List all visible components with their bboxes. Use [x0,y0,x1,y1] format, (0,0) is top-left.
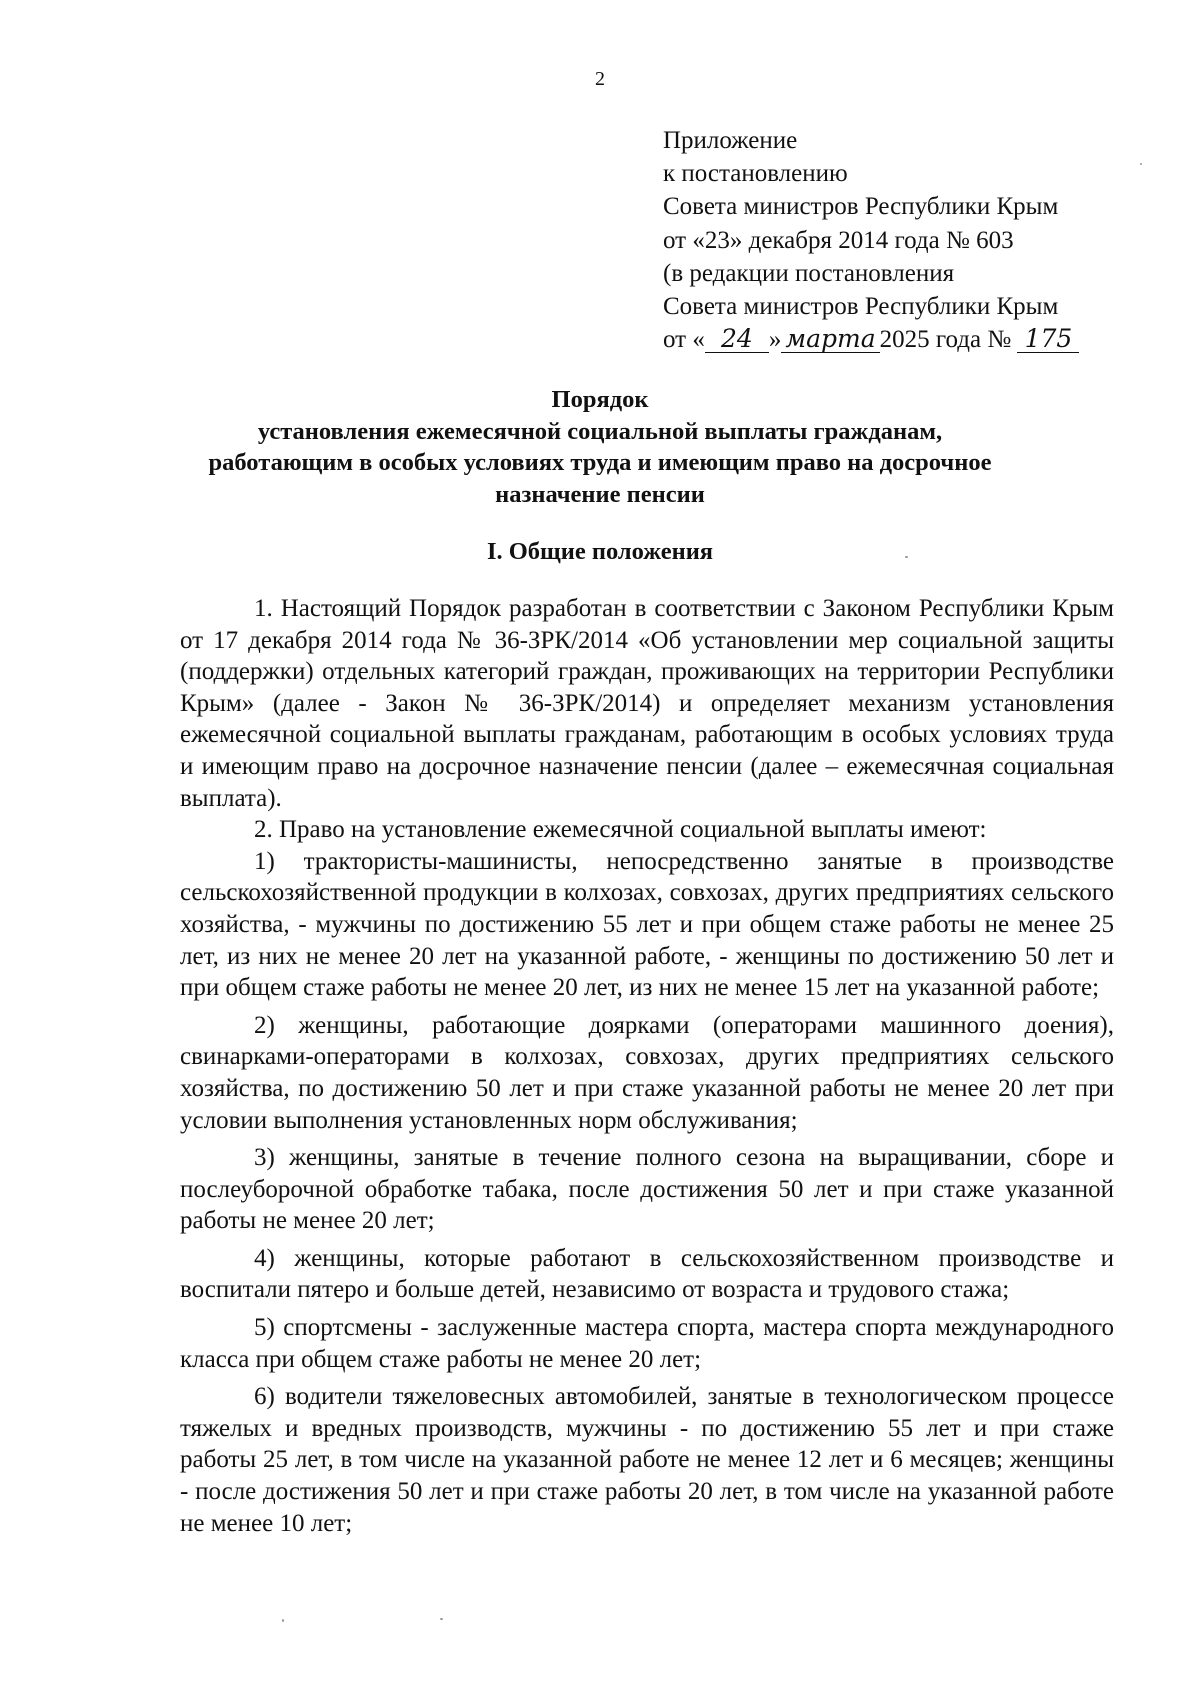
handwritten-number: 175 [1017,326,1079,353]
scan-speck [905,556,908,558]
document-title [0,384,1200,510]
title-line-1: установления ежемесячной социальной выплаты гражданам, [257,417,943,445]
title-line-3: назначение пенсии [495,480,705,508]
appendix-line-2: к постановлению [663,160,848,188]
appendix-line-3: Совета министров Республики Крым [663,193,1059,221]
appendix-line-1: Приложение [663,127,798,154]
appendix-date-line [663,323,1079,356]
body-text [180,593,1114,1539]
list-item: 5) спортсмены - заслуженные мастера спорта, мастера спорта международного класса при общем стаже работы не менее 20 лет; [180,1314,1114,1373]
date-year: 2025 года № [879,326,1012,354]
section-heading: I. Общие положения [486,538,714,565]
date-mid: » [768,326,782,354]
date-prefix: от « [663,326,705,354]
appendix-line-4: от «23» декабря 2014 года № 603 [663,226,1014,254]
list-item: 3) женщины, занятые в течение полного сезона на выращивании, сборе и послеуборочной обработке табака, после достижения 50 лет и при стаже указанной работы не менее 20 лет; [180,1144,1114,1235]
appendix-line-5: (в редакции постановления [663,259,955,287]
title-line-2: работающим в особых условиях труда и имеющим право на досрочное [208,449,992,476]
appendix-line-6: Совета министров Республики Крым [663,293,1059,321]
appendix-block [663,124,1079,356]
handwritten-month: марта [781,326,879,353]
list-item: 6) водители тяжеловесных автомобилей, занятые в технологическом процессе тяжелых и вредных производств, мужчины - по достижению 55 лет и при стаже работы 25 лет, в том числе на указанной работе не менее 12 лет и 6 месяцев; женщины - после достижения 50 лет и при стаже работы 20 лет, в том числе на указанной работе не менее 10 лет; [180,1383,1114,1537]
paragraph-1: 1. Настоящий Порядок разработан в соответствии с Законом Республики Крым от 17 декабря 2014 года № 36-ЗРК/2014 «Об установлении мер социальной защиты (поддержки) отдельных категорий граждан, проживающих на территории Республики Крым» (далее - Закон № 36-ЗРК/2014) и определяет механизм установления ежемесячной социальной выплаты гражданам, работающим в особых условиях труда и имеющим право на досрочное назначение пенсии (далее – ежемесячная социальная выплата). [180,595,1114,812]
list-item: 2) женщины, работающие доярками (операторами машинного доения), свинарками-операторами в колхозах, совхозах, других предприятиях сельского хозяйства, по достижению 50 лет и при стаже указанной работы не менее 20 лет при условии выполнения установленных норм обслуживания; [180,1011,1114,1134]
list-item: 1) трактористы-машинисты, непосредственно занятые в производстве сельскохозяйственной продукции в колхозах, совхозах, других предприятиях сельского хозяйства, - мужчины по достижению 55 лет и при общем стаже работы не менее 25 лет, из них не менее 20 лет на указанной работе, - женщины по достижению 50 лет и при общем стаже работы не менее 20 лет, из них не менее 15 лет на указанной работе; [180,847,1114,1002]
paragraph-2: 2. Право на установление ежемесячной социальной выплаты имеют: [254,816,987,844]
title-heading: Порядок [551,386,649,413]
page-number: 2 [595,68,605,90]
scan-speck [440,1618,443,1620]
handwritten-day: 24 [705,326,769,353]
scan-speck [282,1619,284,1622]
list-item: 4) женщины, которые работают в сельскохозяйственном производстве и воспитали пятеро и больше детей, независимо от возраста и трудового стажа; [180,1244,1114,1304]
scan-speck [1140,163,1142,165]
